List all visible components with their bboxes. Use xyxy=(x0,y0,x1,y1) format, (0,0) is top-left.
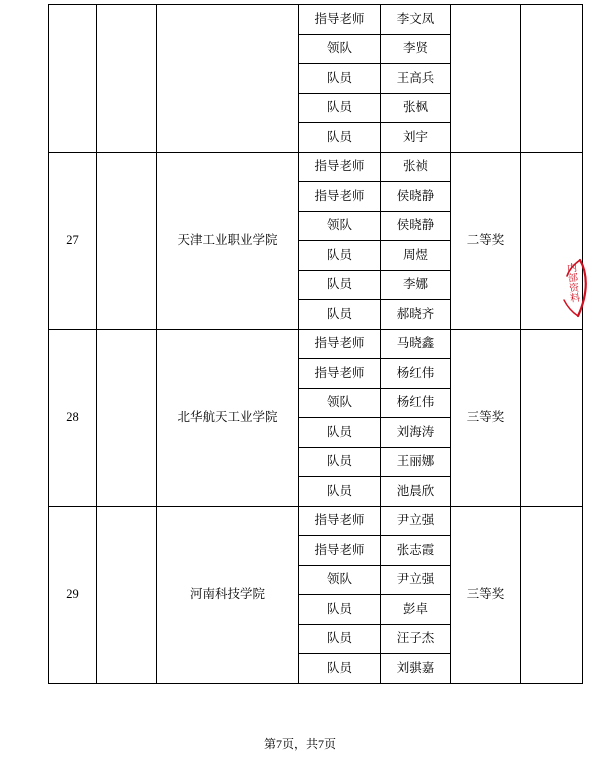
cell-role: 队员 xyxy=(299,93,381,123)
cell-name: 刘海涛 xyxy=(381,418,451,448)
cell-name: 池晨欣 xyxy=(381,477,451,507)
cell-role: 指导老师 xyxy=(299,536,381,566)
cell-tail xyxy=(521,506,583,683)
cell-school-continued xyxy=(157,5,299,153)
cell-blank-continued xyxy=(97,5,157,153)
cell-school: 天津工业职业学院 xyxy=(157,152,299,329)
cell-role: 队员 xyxy=(299,624,381,654)
cell-blank xyxy=(97,152,157,329)
seal-text: 内部资料 xyxy=(563,262,580,304)
cell-index: 28 xyxy=(49,329,97,506)
cell-name: 李娜 xyxy=(381,270,451,300)
cell-role: 领队 xyxy=(299,565,381,595)
cell-name: 李文凤 xyxy=(381,5,451,35)
table-row xyxy=(49,5,583,35)
cell-blank xyxy=(97,329,157,506)
cell-index: 27 xyxy=(49,152,97,329)
cell-name: 彭卓 xyxy=(381,595,451,625)
cell-role: 队员 xyxy=(299,654,381,684)
cell-role: 队员 xyxy=(299,418,381,448)
cell-role: 队员 xyxy=(299,595,381,625)
cell-role: 队员 xyxy=(299,300,381,330)
cell-role: 队员 xyxy=(299,477,381,507)
page-footer: 第7页，共7页 xyxy=(263,737,336,751)
cell-name: 王高兵 xyxy=(381,64,451,94)
cell-name: 杨红伟 xyxy=(381,388,451,418)
cell-name: 张祯 xyxy=(381,152,451,182)
cell-name: 周煜 xyxy=(381,241,451,271)
cell-role: 队员 xyxy=(299,123,381,153)
cell-role: 领队 xyxy=(299,388,381,418)
cell-role: 指导老师 xyxy=(299,329,381,359)
cell-role: 指导老师 xyxy=(299,5,381,35)
cell-role: 指导老师 xyxy=(299,506,381,536)
cell-name: 杨红伟 xyxy=(381,359,451,389)
cell-index: 29 xyxy=(49,506,97,683)
cell-role: 指导老师 xyxy=(299,152,381,182)
cell-role: 队员 xyxy=(299,241,381,271)
award-list-table xyxy=(48,4,583,684)
cell-name: 张志霞 xyxy=(381,536,451,566)
cell-tail xyxy=(521,329,583,506)
cell-name: 李贤 xyxy=(381,34,451,64)
cell-name: 刘骐嘉 xyxy=(381,654,451,684)
cell-role: 指导老师 xyxy=(299,359,381,389)
cell-name: 汪子杰 xyxy=(381,624,451,654)
cell-role: 指导老师 xyxy=(299,182,381,212)
cell-tail xyxy=(521,152,583,329)
cell-name: 郝晓齐 xyxy=(381,300,451,330)
cell-award: 三等奖 xyxy=(451,329,521,506)
cell-award: 三等奖 xyxy=(451,506,521,683)
cell-school: 河南科技学院 xyxy=(157,506,299,683)
cell-school: 北华航天工业学院 xyxy=(157,329,299,506)
cell-award: 二等奖 xyxy=(451,152,521,329)
cell-name: 马晓鑫 xyxy=(381,329,451,359)
cell-tail-continued xyxy=(521,5,583,153)
cell-name: 侯晓静 xyxy=(381,182,451,212)
cell-blank xyxy=(97,506,157,683)
cell-role: 队员 xyxy=(299,447,381,477)
cell-role: 领队 xyxy=(299,211,381,241)
cell-role: 队员 xyxy=(299,270,381,300)
cell-role: 领队 xyxy=(299,34,381,64)
cell-award-continued xyxy=(451,5,521,153)
cell-name: 尹立强 xyxy=(381,506,451,536)
table-row xyxy=(49,329,583,359)
cell-role: 队员 xyxy=(299,64,381,94)
cell-index-continued xyxy=(49,5,97,153)
table-row xyxy=(49,152,583,182)
cell-name: 侯晓静 xyxy=(381,211,451,241)
table-row xyxy=(49,506,583,536)
cell-name: 王丽娜 xyxy=(381,447,451,477)
cell-name: 张枫 xyxy=(381,93,451,123)
cell-name: 尹立强 xyxy=(381,565,451,595)
cell-name: 刘宇 xyxy=(381,123,451,153)
